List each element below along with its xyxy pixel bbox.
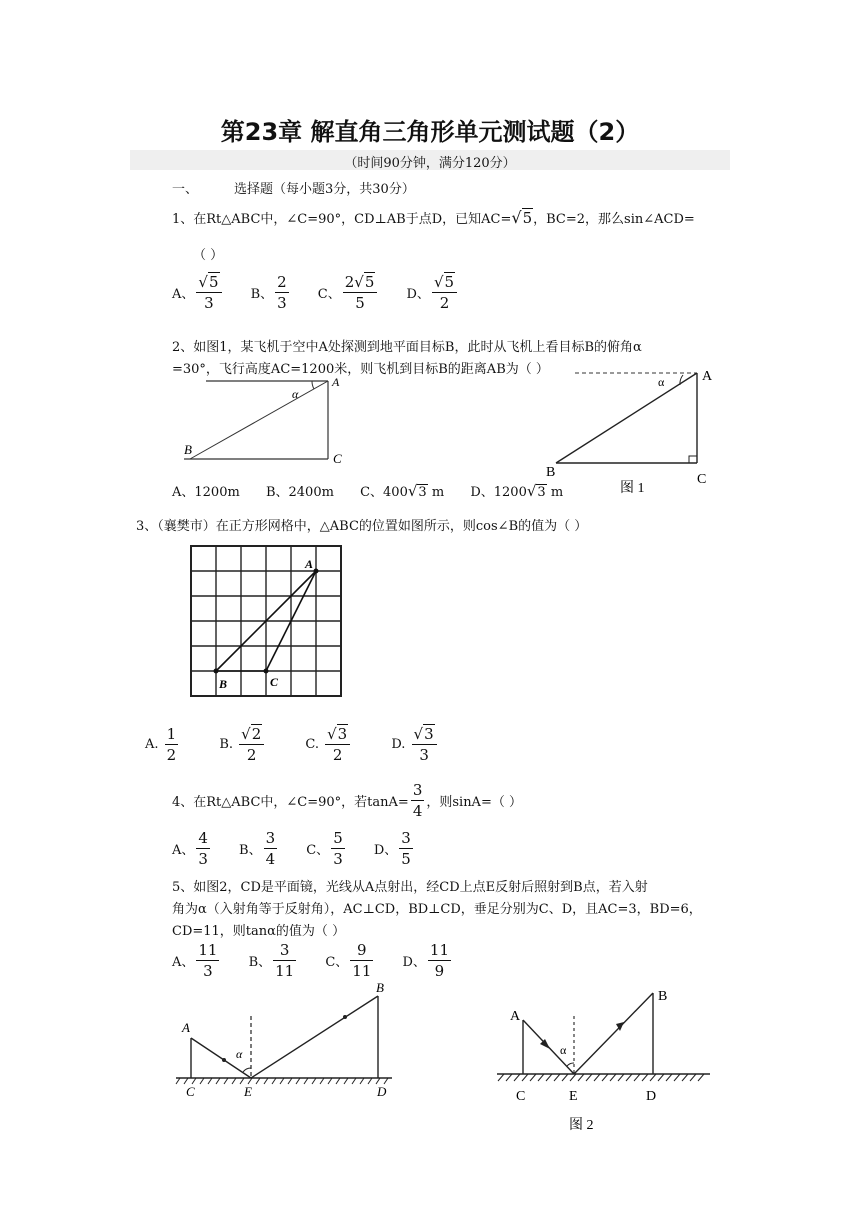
- question-5-line2: 角为α（入射角等于反射角），AC⊥CD，BD⊥CD，垂足分别为C、D，且AC=3，BD=6，: [172, 902, 702, 917]
- q3-option-a[interactable]: A. $\frac{1}{2}$: [145, 725, 177, 764]
- page-title: 第23章 解直角三角形单元测试题（2）: [220, 118, 640, 146]
- q2-option-a[interactable]: A、1200m: [172, 485, 240, 500]
- question-1-paren: （ ）: [193, 248, 224, 263]
- fig2-right-label-d: D: [646, 1089, 657, 1104]
- question-1-text: 1、在Rt△ABC中，∠C=90°，CD⊥AB于点D，已知AC=√5，BC=2，那么sin∠ACD=: [172, 208, 695, 227]
- question-2-line1: 2、如图1，某飞机于空中A处探测到地平面目标B，此时从飞机上看目标B的俯角α: [172, 340, 642, 355]
- fig2-left-label-e: E: [244, 1084, 252, 1099]
- fig1-right-label-a: A: [702, 369, 713, 384]
- q3-option-c[interactable]: C. $\frac{√3}{2}$: [305, 724, 352, 765]
- fig2-right-label-b: B: [658, 989, 668, 1004]
- question-4-text: 4、在Rt△ABC中，∠C=90°，若tanA= $\frac{3}{4}$ ，则sinA=（ ）: [172, 781, 522, 820]
- fig2-right-label-a: A: [510, 1009, 521, 1024]
- fig-q3-label-c: C: [270, 675, 279, 689]
- q4-option-d[interactable]: D、 $\frac{3}{5}$: [373, 829, 411, 868]
- q3-option-d[interactable]: D. $\frac{√3}{3}$: [391, 724, 438, 765]
- question-3-text: 3、（襄樊市）在正方形网格中，△ABC的位置如图所示，则cos∠B的值为（ ）: [136, 519, 588, 534]
- fig2-left-label-c: C: [186, 1084, 195, 1099]
- fig2-left-alpha: α: [236, 1047, 243, 1061]
- q1-option-a[interactable]: A、 $\frac{√5}{3}$: [172, 272, 224, 313]
- question-5-line3: CD=11，则tanα的值为（ ）: [172, 924, 346, 939]
- fig2-caption: 图 2: [569, 1118, 594, 1133]
- fig2-left-label-d: D: [377, 1084, 387, 1099]
- fig2-right-label-e: E: [569, 1089, 578, 1104]
- fig2-left-label-a: A: [182, 1020, 190, 1035]
- fig1-left-label-b: B: [184, 442, 192, 457]
- fig1-left-label-c: C: [333, 451, 342, 466]
- fig1-right-label-b: B: [546, 465, 556, 480]
- question-5-line1: 5、如图2，CD是平面镜，光线从A点射出，经CD上点E反射后照射到B点，若入射: [172, 880, 648, 895]
- q5-option-b[interactable]: B、 $\frac{3}{11}$: [248, 941, 295, 980]
- fig1-left-alpha: α: [292, 387, 299, 401]
- q3-option-b[interactable]: B. $\frac{√2}{2}$: [219, 724, 266, 765]
- q1-option-d[interactable]: D、 $\frac{√5}{2}$: [407, 272, 460, 313]
- fig2-left-label-b: B: [376, 980, 384, 995]
- q2-option-d[interactable]: D、1200√3 m: [470, 482, 564, 500]
- page-subtitle: （时间90分钟，满分120分）: [344, 156, 516, 171]
- q2-option-b[interactable]: B、2400m: [265, 485, 334, 500]
- q4-option-c[interactable]: C、 $\frac{5}{3}$: [306, 829, 343, 868]
- fig1-right-label-c: C: [697, 472, 707, 487]
- section-number: 一、: [172, 182, 199, 197]
- fig1-left-label-a: A: [332, 375, 340, 389]
- q1-option-b[interactable]: B、 $\frac{2}{3}$: [250, 273, 287, 312]
- q4-option-b[interactable]: B、 $\frac{3}{4}$: [239, 829, 276, 868]
- q1-option-c[interactable]: C、 $\frac{2√5}{5}$: [318, 272, 380, 313]
- fig1-right-alpha: α: [658, 375, 665, 389]
- question-2-line2: =30°，飞行高度AC=1200米，则飞机到目标B的距离AB为（ ）: [172, 362, 549, 377]
- fig2-right-alpha: α: [560, 1043, 567, 1057]
- fig-q3-label-b: B: [219, 677, 228, 691]
- section-label: 选择题（每小题3分，共30分）: [234, 182, 415, 197]
- q4-option-a[interactable]: A、 $\frac{4}{3}$: [172, 829, 208, 868]
- q5-option-a[interactable]: A、 $\frac{11}{3}$: [172, 941, 218, 980]
- q5-option-c[interactable]: C、 $\frac{9}{11}$: [325, 941, 372, 980]
- fig-q3-label-a: A: [305, 557, 314, 571]
- fig1-caption: 图 1: [620, 481, 645, 496]
- q5-option-d[interactable]: D、 $\frac{11}{9}$: [402, 941, 449, 980]
- fig2-right-label-c: C: [516, 1089, 526, 1104]
- q2-option-c[interactable]: C、400√3 m: [360, 482, 445, 500]
